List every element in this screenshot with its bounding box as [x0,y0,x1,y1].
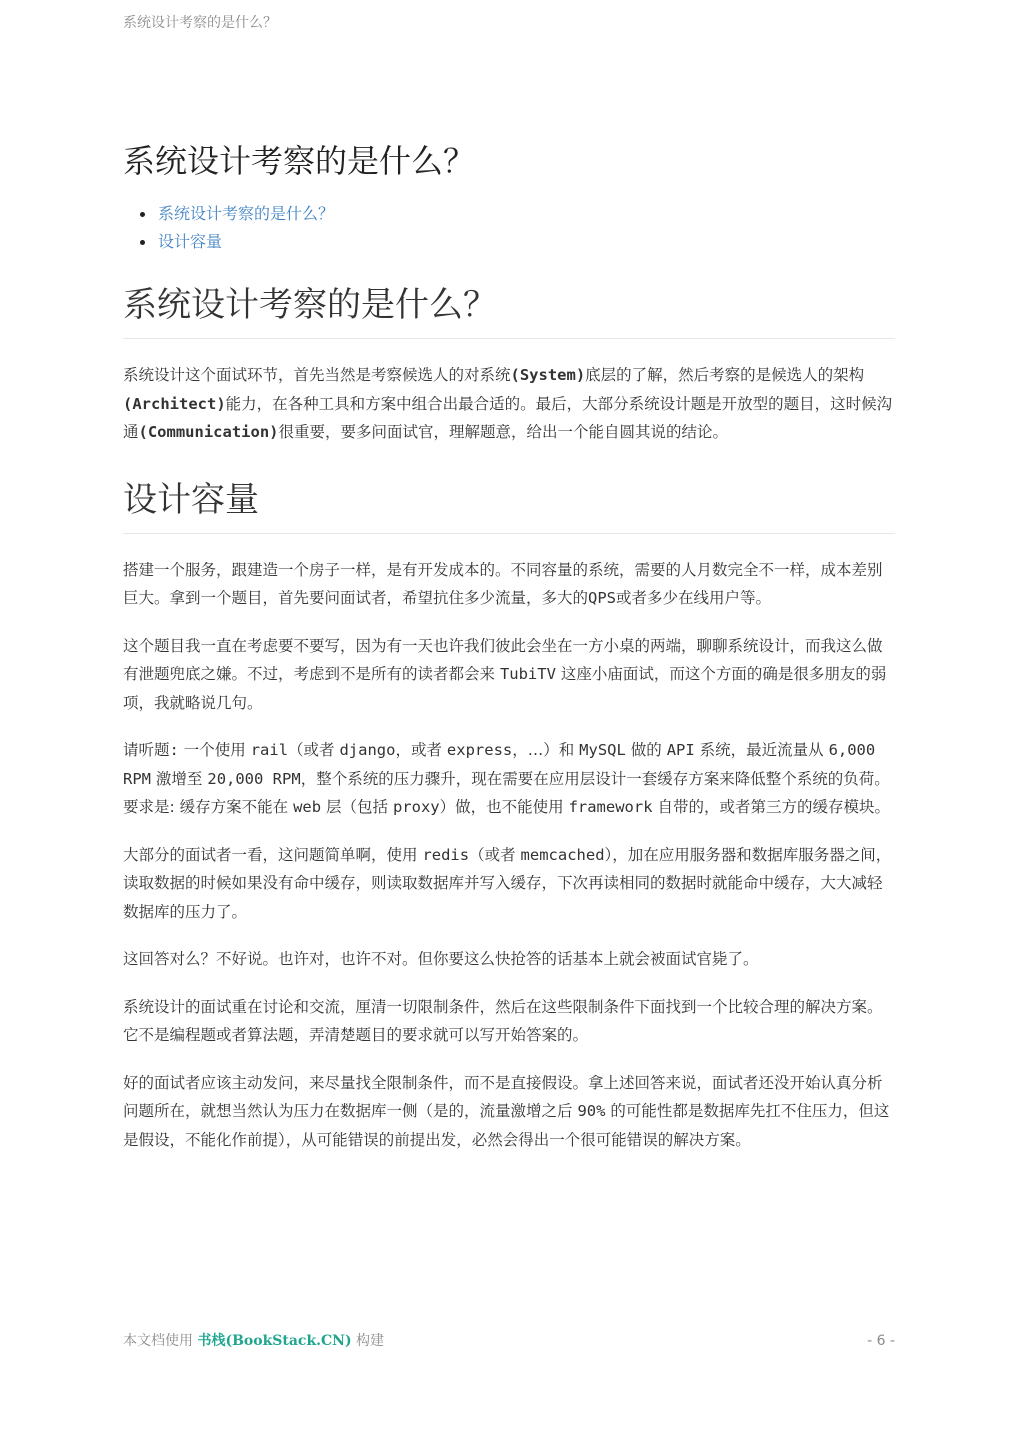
text-run: ）做，也不能使用 [439,798,569,816]
text-run: （或者 [469,845,521,864]
text-run: ，…）和 [512,741,580,759]
text-run: 层（包括 [321,798,393,816]
text-run: ，或者 [395,741,447,759]
table-of-contents [140,200,895,256]
text-run: API [666,741,695,759]
text-run: (System) [510,366,586,384]
text-run: proxy [392,798,440,816]
text-run: 系统设计这个面试环节，首先当然是考察候选人的对系统 [123,366,511,384]
text-run: 做的 [625,741,667,759]
footer-suffix: 构建 [351,1333,385,1349]
paragraph [123,361,895,447]
text-run: 自带的，或者第三方的缓存模块。 [652,798,890,816]
toc-link-overview[interactable]: 系统设计考察的是什么？ [158,204,335,223]
section-heading-capacity: 设计容量 [123,477,895,534]
text-run: 缓存方案不能在 [174,798,294,816]
text-run: redis [422,845,470,864]
document-body [123,140,895,1173]
text-run: (Architect) [123,394,226,413]
section-heading-overview: 系统设计考察的是什么？ [123,282,895,339]
document-title: 系统设计考察的是什么？ [123,142,476,180]
section-capacity-body [123,556,895,1155]
paragraph [123,556,895,613]
text-run: django [339,741,396,759]
text-run: 大部分的面试者一看，这问题简单啊，使用 [123,845,423,864]
text-run: ），加在应用服务器和数据库服务器之间，读取数据的时候如果没有命中缓存，则读取数据库并写入缓存，下次再读相同的数据时就能命中缓存，大大减轻数据库的压力了。 [123,845,892,921]
text-run: 或者多少在线用户等。 [616,589,772,607]
paragraph [123,945,895,974]
text-run: ，整个系统的压力骤升，现在需要在应用层设计一套缓存方案来降低整个系统的负荷。要求是: [123,769,890,816]
toc-item [140,200,895,228]
text-run: memcached [520,845,605,864]
running-header: 系统设计考察的是什么？ [123,15,277,31]
text-run: 这回答对么？不好说。也许对，也许不对。但你要这么快抢答的话基本上就会被面试官毙了。 [123,950,759,968]
paragraph [123,632,895,718]
text-run: 20,000 RPM [207,769,301,788]
footer-credit [123,1331,384,1351]
text-run: 很重要，要多问面试官，理解题意，给出一个能自圆其说的结论。 [278,423,729,441]
text-run: 请听题: [123,741,179,759]
text-run: 这个题目我一直在考虑要不要写，因为有一天也许我们彼此会坐在一方小桌的两端，聊聊系统设计，而我这么做有泄题兜底之嫌。不过，考虑到不是所有的读者都会来 [123,636,883,683]
section-overview-body [123,361,895,447]
page-number: - 6 - [867,1333,895,1349]
text-run: 能力，在各种工具和方案中组合出最合适的。最后，大部分系统设计题是开放型的题目，这时候沟通 [123,394,893,441]
toc-link-capacity[interactable]: 设计容量 [158,232,223,251]
text-run: 一个使用 [178,741,251,759]
paragraph [123,1069,895,1155]
text-run: 6,000 RPM [123,741,876,788]
text-run: (Communication) [138,423,279,441]
text-run: 底层的了解，然后考察的是候选人的架构 [585,366,865,384]
paragraph [123,841,895,927]
paragraph [123,736,895,822]
paragraph [123,993,895,1050]
text-run: framework [568,798,653,816]
text-run: 激增至 [151,769,208,788]
text-run: 的可能性都是数据库先扛不住压力，但这是假设，不能化作前提），从可能错误的前提出发，必然会得出一个很可能错误的解决方案。 [123,1102,890,1149]
text-run: 90% [577,1102,606,1120]
footer-prefix: 本文档使用 [123,1333,198,1349]
text-run: rail [250,741,289,759]
text-run: TubiTV [499,665,556,683]
text-run: MySQL [579,741,626,759]
bookstack-link[interactable]: 书栈(BookStack.CN) [197,1333,352,1349]
text-run: 搭建一个服务，跟建造一个房子一样，是有开发成本的。不同容量的系统，需要的人月数完全不一样，成本差别巨大。拿到一个题目，首先要问面试者，希望抗住多少流量，多大的 [123,560,883,607]
text-run: express [446,741,513,759]
text-run: QPS [588,589,617,607]
text-run: 好的面试者应该主动发问，来尽量找全限制条件，而不是直接假设。拿上述回答来说，面试者还没开始认真分析问题所在，就想当然认为压力在数据库一侧（是的，流量激增之后 [123,1073,883,1120]
text-run: 系统设计的面试重在讨论和交流，厘清一切限制条件，然后在这些限制条件下面找到一个比较合理的解决方案。它不是编程题或者算法题，弄清楚题目的要求就可以写开始答案的。 [123,997,883,1044]
text-run: （或者 [288,741,340,759]
text-run: 这座小庙面试，而这个方面的确是很多朋友的弱项，我就略说几句。 [123,665,887,712]
text-run: 系统，最近流量从 [694,741,829,759]
toc-item [140,228,895,256]
text-run: web [293,798,322,816]
